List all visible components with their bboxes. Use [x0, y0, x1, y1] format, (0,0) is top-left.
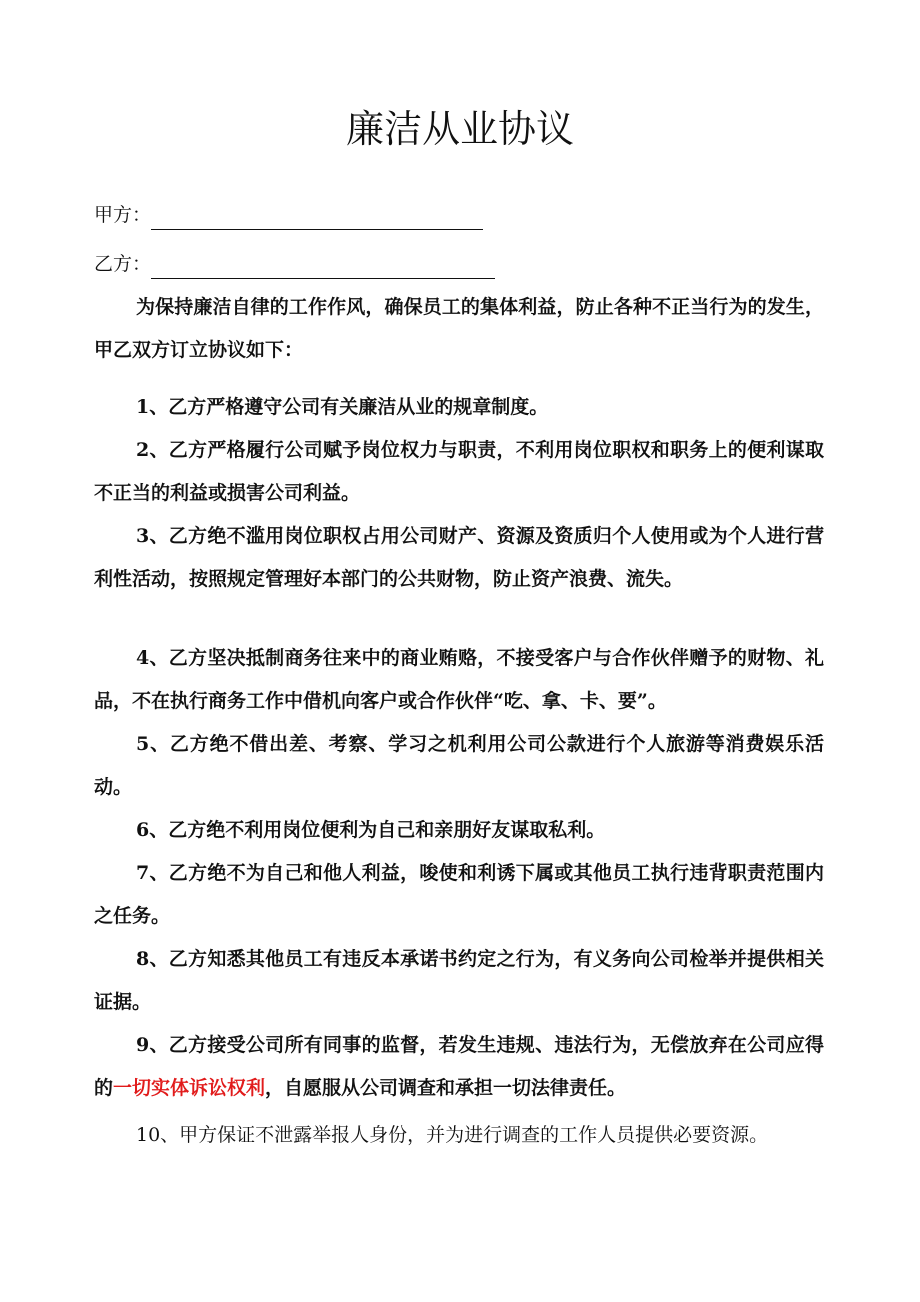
clause-2: 2、乙方严格履行公司赋予岗位权力与职责，不利用岗位职权和职务上的便利谋取不正当的利益或损害公司利益。: [94, 439, 824, 504]
party-a-blank: [151, 207, 483, 230]
party-a-line: [94, 200, 483, 230]
clause-9-text-after: ，自愿服从公司调查和承担一切法律责任。: [265, 1077, 627, 1099]
clause-4: 4、乙方坚决抵制商务往来中的商业贿赂，不接受客户与合作伙伴赠予的财物、礼品，不在执行商务工作中借机向客户或合作伙伴“吃、拿、卡、要”。: [94, 647, 824, 712]
clause-9-highlight: 一切实体诉讼权利: [113, 1077, 266, 1099]
clause-3: 3、乙方绝不滥用岗位职权占用公司财产、资源及资质归个人使用或为个人进行营利性活动，按照规定管理好本部门的公共财物，防止资产浪费、流失。: [94, 525, 824, 590]
clause-9-text-before: 9、乙方接受公司所有同事的监督，若发生违规、违法行为，无偿放弃在公司应得的: [94, 1034, 824, 1099]
party-b-blank: [151, 256, 495, 279]
clause-10: 10、甲方保证不泄露举报人身份，并为进行调查的工作人员提供必要资源。: [136, 1124, 769, 1146]
clause-6: 6、乙方绝不利用岗位便利为自己和亲朋好友谋取私利。: [136, 819, 606, 841]
party-b-label: 乙方：: [94, 253, 152, 275]
party-b-line: [94, 249, 495, 279]
intro-paragraph: 为保持廉洁自律的工作作风，确保员工的集体利益，防止各种不正当行为的发生，甲乙双方订立协议如下：: [94, 296, 824, 361]
clause-8: 8、乙方知悉其他员工有违反本承诺书约定之行为，有义务向公司检举并提供相关证据。: [94, 948, 824, 1013]
clause-5: 5、乙方绝不借出差、考察、学习之机利用公司公款进行个人旅游等消费娱乐活动。: [94, 733, 824, 798]
document-title: 廉洁从业协议: [345, 107, 574, 151]
party-a-label: 甲方：: [94, 204, 152, 226]
clause-9: [94, 1024, 824, 1110]
clause-7: 7、乙方绝不为自己和他人利益，唆使和利诱下属或其他员工执行违背职责范围内之任务。: [94, 862, 824, 927]
clause-1: 1、乙方严格遵守公司有关廉洁从业的规章制度。: [136, 396, 549, 418]
